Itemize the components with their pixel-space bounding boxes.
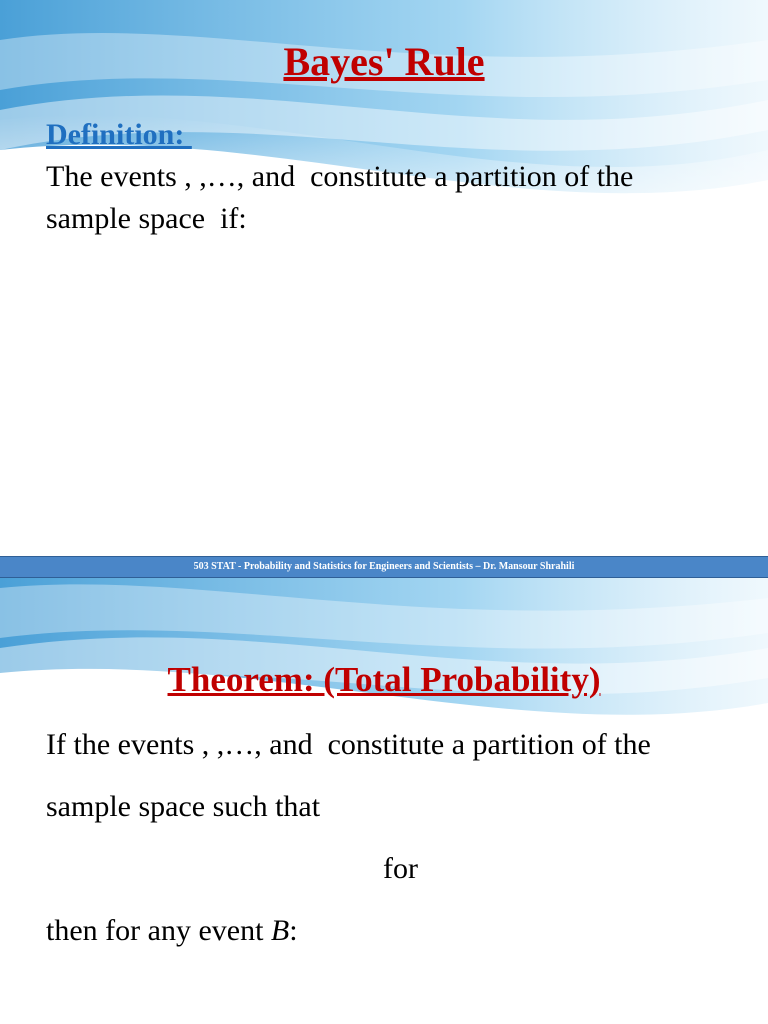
theorem-text-for: for <box>383 852 418 885</box>
definition-heading: Definition: <box>46 118 192 151</box>
theorem-title: Theorem: (Total Probability) <box>167 660 601 699</box>
definition-text-line-1: The events , ,…, and constitute a partition of the <box>46 160 634 193</box>
theorem-text-line-2: sample space such that <box>46 790 321 823</box>
footer-bar: 503 STAT - Probability and Statistics for Engineers and Scientists – Dr. Mansour Shrahili <box>0 556 768 578</box>
slide-total-probability <box>0 578 768 1024</box>
definition-text-line-2: sample space if: <box>46 202 247 235</box>
event-variable-b: B <box>270 914 290 947</box>
slide-title: Bayes' Rule <box>283 39 485 84</box>
theorem-line-4-prefix: then for any event <box>46 914 271 947</box>
theorem-text-line-4 <box>46 910 298 952</box>
theorem-line-4-suffix: : <box>289 914 298 947</box>
theorem-text-line-1: If the events , ,…, and constitute a partition of the <box>46 728 651 761</box>
